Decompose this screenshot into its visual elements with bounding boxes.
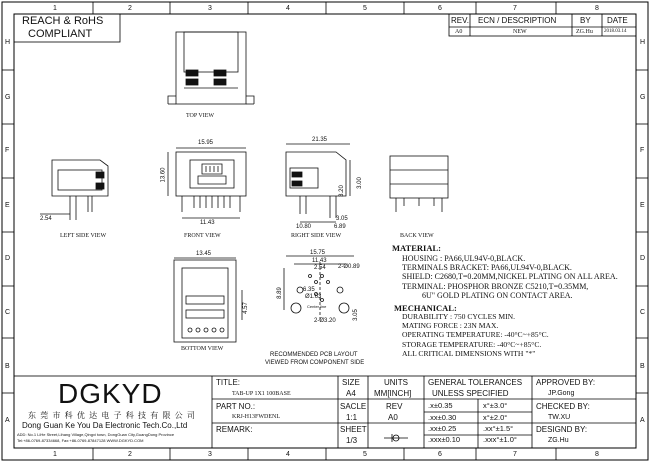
dim-right-h2: 3.00 [356,177,363,189]
dim-right-b2: 3.05 [336,216,348,222]
row-label-right-d: D [640,255,646,262]
material-note-line: TERMINAL: PHOSPHOR BRONZE C5210,T=0.35MM, [402,281,589,291]
row-label-left-e: E [5,202,10,209]
tolerance-title-line2: UNLESS SPECIFIED [432,389,509,398]
approved-label: APPROVED BY: [536,378,596,387]
column-label-bottom-2: 2 [128,451,132,458]
dim-right-b1: 10.80 [296,224,312,230]
rev-value: A0 [388,413,398,422]
rev-header-rev: REV. [451,16,469,25]
mechanical-note-line: DURABILITY : 750 CYCLES MIN. [402,312,515,321]
dim-left-side: 2.54 [40,216,52,222]
dim-pcb-side2: 6.35 [303,287,315,293]
rev-header-date: DATE [607,16,628,25]
company-logo: DGKYD [58,378,163,409]
tolerance-cell: .xxx±0.10 [428,435,461,444]
column-label-top-6: 6 [438,5,442,12]
column-label-top-4: 4 [286,5,290,12]
row-label-right-a: A [640,417,645,424]
tolerance-cell: .xx±0.30 [428,413,457,422]
pcb-layout-label-line1: RECOMMENDED PCB LAYOUT [270,352,358,358]
row-label-right-g: G [640,94,646,101]
column-label-top-7: 7 [513,5,517,12]
row-label-right-b: B [640,363,645,370]
dim-pcb-w3: 2.54 [314,265,326,271]
part-no-label: PART NO.: [216,402,256,411]
column-label-top-2: 2 [128,5,132,12]
material-title: MATERIAL: [392,243,441,253]
column-label-top-3: 3 [208,5,212,12]
approved-value: JP.Gong [548,390,575,397]
row-label-right-e: E [640,202,645,209]
row-label-left-c: C [5,309,11,316]
material-note-line: 6U" GOLD PLATING ON CONTACT AREA. [422,290,573,300]
mechanical-title: MECHANICAL: [394,303,457,313]
title-label: TITLE: [216,378,241,387]
mechanical-note-line: MATING FORCE : 23N MAX. [402,321,499,331]
top-view-label: TOP VIEW [186,113,215,119]
scale-label: SACLE [340,402,367,411]
compliance-label-line1: REACH & RoHS [22,15,104,27]
row-label-left-h: H [5,39,11,46]
material-note-line: TERMINALS BRACKET: PA66,UL94V-0,BLACK. [402,263,572,273]
dim-right-width: 21.35 [312,137,328,143]
compliance-label-line2: COMPLIANT [28,28,93,40]
material-note-line: SHIELD: C2680,T=0.20MM,NICKEL PLATING ON ALL AREA. [402,272,618,282]
row-label-left-g: G [5,94,11,101]
dim-pcb-side3: 3.05 [352,309,359,321]
column-label-bottom-3: 3 [208,451,212,458]
column-label-bottom-8: 8 [595,451,599,458]
rev-row-desc: NEW [513,29,527,35]
remark-label: REMARK: [216,425,253,434]
dim-pcb-w1: 15.75 [310,250,326,256]
front-view-label: FRONT VIEW [184,233,221,239]
bottom-view-label: BOTTOM VIEW [181,346,224,352]
column-label-top-5: 5 [363,5,367,12]
column-label-bottom-4: 4 [286,451,290,458]
column-label-bottom-5: 5 [363,451,367,458]
checked-label: CHECKED BY: [536,402,590,411]
mechanical-note-line: STORAGE TEMPERATURE: -40°C~+85°C. [402,339,542,349]
material-note-line: HOUSING : PA66,UL94V-0,BLACK. [402,254,526,263]
dim-bottom-side: 4.57 [242,302,249,314]
column-label-top-8: 8 [595,5,599,12]
dim-pcb-hole: Ø1.63 [305,294,322,300]
dim-front-height: 13.60 [160,167,167,183]
tolerance-cell: .xxx°±1.0° [483,435,517,444]
dim-pcb-w2: 11.43 [312,258,327,264]
designed-label: DESIGND BY: [536,425,588,434]
back-view-label: BACK VIEW [400,233,434,239]
row-label-left-f: F [5,147,10,154]
tolerance-cell: .xx°±1.5° [483,424,514,433]
company-name-cn: 东 莞 市 科 优 达 电 子 科 技 有 限 公 司 [28,411,196,420]
dim-pcb-hole2: 2-Ø0.89 [338,264,360,270]
company-contact: Tel:+86-0769-87334668, Fax:+86-0769-87847128 WWW.DGKYD.COM [17,438,144,443]
mechanical-note-line: OPERATING TEMPERATURE: -40°C~+85°C. [402,330,549,340]
designed-value: ZG.Hu [548,437,569,444]
size-value: A4 [346,389,356,398]
sheet-value: 1/3 [346,436,358,445]
tolerance-cell: x°±3.0° [483,401,508,410]
company-address: ADD: No.1 LiHe Street,Lihang Village,Qingxi town, DongGuan City,GuangDong Province [17,432,175,437]
rev-header-by: BY [580,16,591,25]
units-label: UNITS [384,378,408,387]
dim-right-b3: 6.89 [334,224,346,230]
dim-pcb-big: 2-Ø3.20 [314,318,336,324]
part-no-value: KRJ-H13FWDENL [232,414,280,420]
column-label-bottom-1: 1 [53,451,57,458]
checked-value: TW.XU [548,414,571,421]
tolerance-cell: x°±2.0° [483,413,508,422]
dim-bottom-width: 13.45 [196,251,212,257]
rev-row-by: ZG.Hu [576,29,593,35]
column-label-bottom-6: 6 [438,451,442,458]
scale-value: 1:1 [346,413,358,422]
left-side-view-label: LEFT SIDE VIEW [60,233,107,239]
row-label-right-c: C [640,309,646,316]
mechanical-note-line: ALL CRITICAL DIMENSIONS WITH "*" [402,348,536,358]
row-label-left-a: A [5,417,10,424]
size-label: SIZE [342,378,360,387]
rev-label: REV [386,402,403,411]
title-value: TAB-UP 1X1 100BASE [232,391,291,397]
row-label-right-h: H [640,39,646,46]
sheet-label: SHEET [340,425,367,434]
right-side-view-label: RIGHT SIDE VIEW [291,233,342,239]
company-name-en: Dong Guan Ke You Da Electronic Tech.Co.,Ltd [22,421,188,430]
dim-pcb-side1: 8.89 [276,287,283,299]
dim-front-bottom: 11.43 [200,220,215,226]
tolerance-title-line1: GENERAL TOLERANCES [428,378,523,387]
column-label-top-1: 1 [53,5,57,12]
rev-header-ecn: ECN / DESCRIPTION [478,16,557,25]
units-value: MM[INCH] [374,389,412,398]
pcb-center-line-label: Center line [307,304,327,309]
column-label-bottom-7: 7 [513,451,517,458]
row-label-right-f: F [640,147,645,154]
row-label-left-b: B [5,363,10,370]
tolerance-cell: .xx±0.25 [428,424,457,433]
row-label-left-d: D [5,255,11,262]
rev-row-date: 2018.03.14 [604,29,627,34]
rev-row-rev: A0 [455,29,463,35]
tolerance-cell: .x±0.35 [428,401,453,410]
dim-right-h1: 3.20 [338,185,345,197]
pcb-layout-label-line2: VIEWED FROM COMPONENT SIDE [265,360,365,366]
dim-front-width: 15.95 [198,140,214,146]
